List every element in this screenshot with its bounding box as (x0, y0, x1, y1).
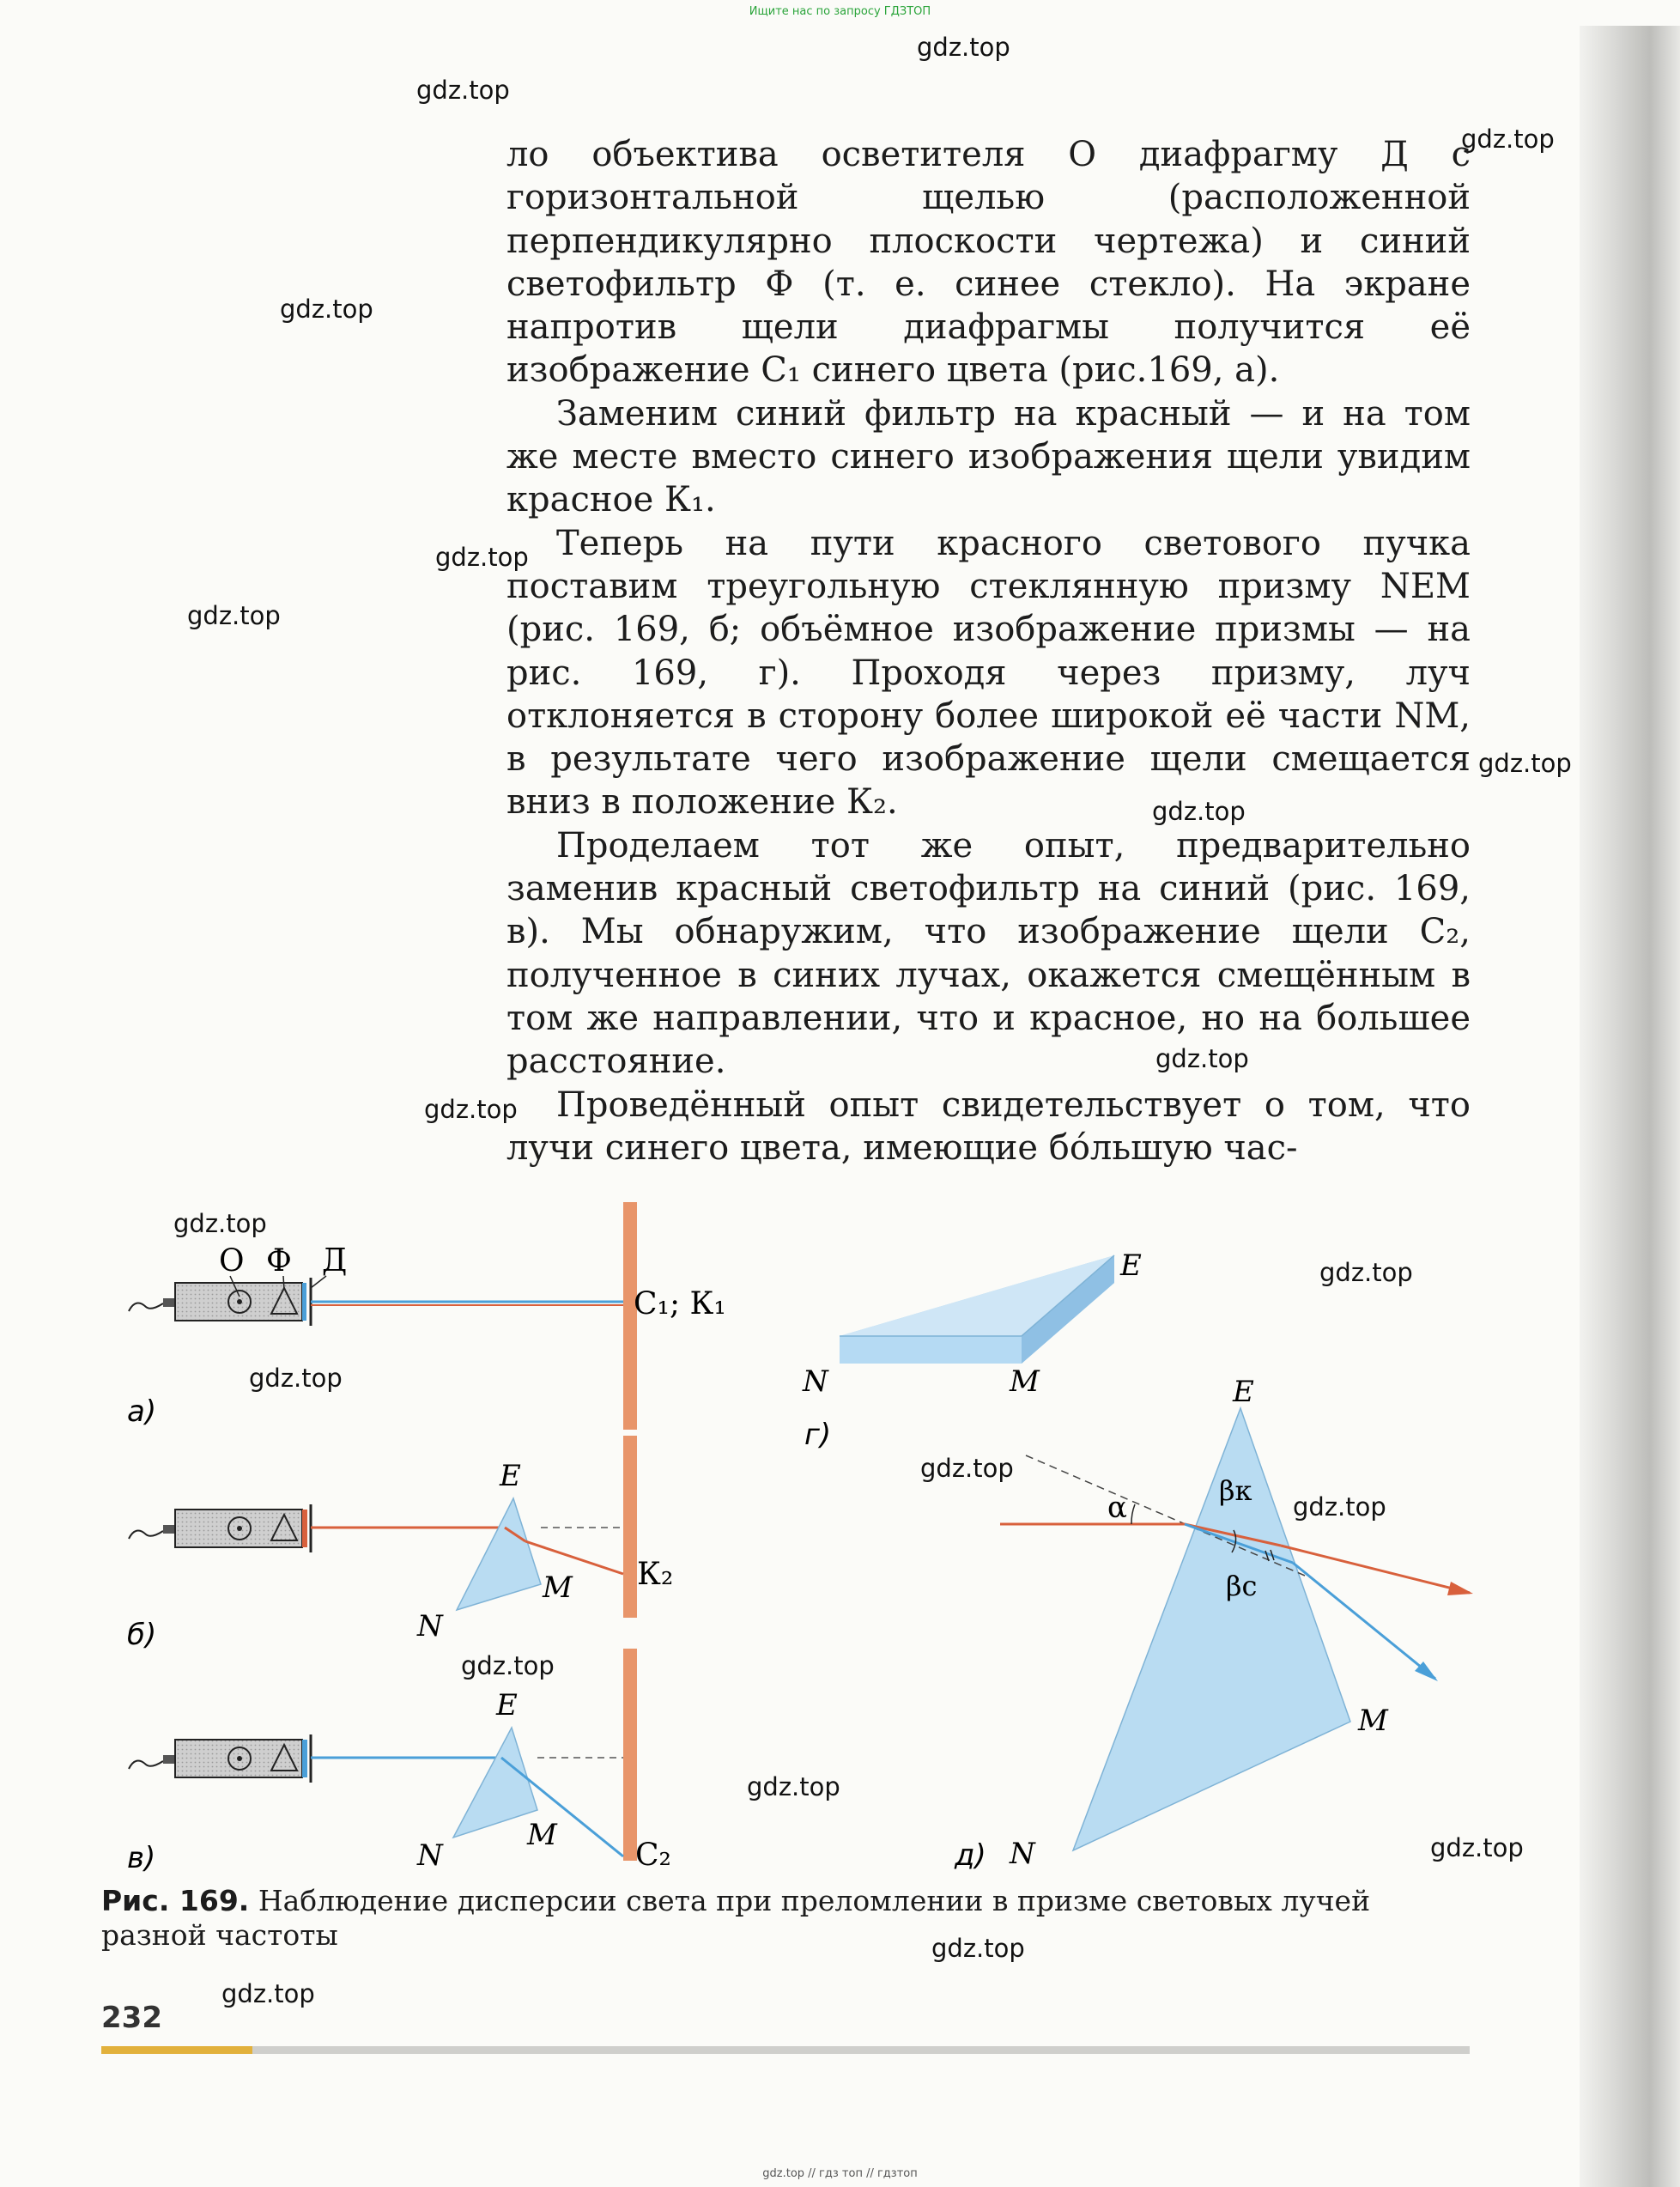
watermark: gdz.top (187, 601, 281, 630)
watermark: gdz.top (747, 1772, 840, 1801)
paragraph: Заменим синий фильтр на красный — и на том же месте вместо синего изображения щели увидим красное К₁. (506, 393, 1471, 520)
watermark: gdz.top (221, 1979, 315, 2008)
watermark: gdz.top (1293, 1492, 1386, 1522)
screen-segment-middle (623, 1436, 637, 1618)
label-m-d: M (1358, 1704, 1388, 1738)
label-m-b: M (543, 1570, 573, 1605)
label-beta-c: βс (1226, 1570, 1258, 1602)
label-n-d: N (1010, 1837, 1035, 1871)
ray-d-red-out (1281, 1546, 1470, 1593)
panel-label-a: а) (127, 1394, 157, 1429)
panel-label-v: в) (127, 1841, 156, 1875)
watermark: gdz.top (461, 1651, 555, 1680)
panel-label-g: г) (804, 1418, 832, 1452)
label-k2: К₂ (637, 1557, 674, 1592)
paragraph: Проделаем тот же опыт, предварительно заменив красный светофильтр на синий (рис. 169, в). Мы обнаружим, что изображение щели С₂, полученное в синих лучах, окажется смещённым в том же направлении, что и красное, но на большее расстояние. (506, 825, 1471, 1082)
header-watermark: Ищите нас по запросу ГДЗТОП (749, 5, 931, 18)
screen-segment-bottom (623, 1649, 637, 1861)
prism-3d-g (840, 1255, 1114, 1364)
label-c2: С₂ (635, 1838, 671, 1873)
watermark: gdz.top (1152, 797, 1246, 826)
watermark: gdz.top (917, 33, 1010, 62)
paragraph: Теперь на пути красного светового пучка поставим треугольную стеклянную призму NEM (рис. 169, б; объёмное изображение призмы — на рис. 169, г). Проходя через призму, луч отклоняется в сторону более широкой её части NM, в результате чего изображение щели смещается вниз в положение К₂. (506, 523, 1471, 823)
label-e-b: E (500, 1459, 521, 1493)
watermark: gdz.top (931, 1934, 1025, 1963)
watermark: gdz.top (173, 1209, 267, 1238)
label-d: Д (322, 1243, 348, 1279)
label-e-g: E (1120, 1248, 1142, 1283)
watermark: gdz.top (1430, 1833, 1524, 1862)
prism-d (1073, 1408, 1350, 1850)
watermark: gdz.top (1478, 749, 1572, 778)
label-m-v: M (527, 1818, 557, 1852)
paragraph: Проведённый опыт свидетельствует о том, что лучи синего цвета, имеющие бóльшую час- (506, 1084, 1471, 1168)
label-beta-k: βк (1219, 1474, 1252, 1507)
illuminator-v (129, 1734, 311, 1783)
footer-watermark: gdz.top // гдз топ // гдзтоп (762, 2167, 918, 2180)
watermark: gdz.top (435, 543, 529, 572)
watermark: gdz.top (1155, 1044, 1249, 1073)
ray-b-deflected (525, 1541, 623, 1574)
label-n-b: N (417, 1609, 443, 1643)
watermark: gdz.top (920, 1454, 1014, 1483)
prism-v (453, 1728, 537, 1838)
label-o: О (219, 1243, 245, 1279)
illuminator-b (129, 1504, 311, 1552)
watermark: gdz.top (1319, 1258, 1413, 1287)
paragraph: ло объектива осветителя О диафрагму Д с горизонтальной щелью (расположенной перпендикулярно плоскости чертежа) и синий светофильтр Ф (т. е. синее стекло). На экране напротив щели диафрагмы получится её изображение С₁ синего цвета (рис.169, а). (506, 135, 1471, 391)
label-n-g: N (803, 1364, 828, 1399)
caption-text: Наблюдение дисперсии света при преломлении в призме световых лучей разной частоты (101, 1884, 1371, 1952)
panel-label-d: д) (955, 1838, 986, 1873)
label-e-d: E (1233, 1375, 1254, 1409)
footer-bar (101, 2046, 1470, 2054)
page-number: 232 (101, 2001, 162, 2035)
label-f: Ф (266, 1243, 292, 1279)
label-n-v: N (417, 1838, 443, 1873)
watermark: gdz.top (424, 1095, 518, 1124)
caption-label: Рис. 169. (101, 1884, 250, 1917)
watermark: gdz.top (280, 295, 373, 324)
panel-label-b: б) (127, 1618, 157, 1652)
figure-caption (101, 1884, 1406, 1953)
label-e-v: E (496, 1688, 518, 1722)
watermark: gdz.top (416, 76, 510, 105)
watermark: gdz.top (1461, 125, 1555, 154)
label-c1k1: С₁; К₁ (634, 1286, 726, 1321)
prism-b (457, 1498, 541, 1610)
label-m-g: M (1010, 1364, 1040, 1399)
watermark: gdz.top (249, 1364, 343, 1393)
label-alpha: α (1107, 1491, 1127, 1525)
